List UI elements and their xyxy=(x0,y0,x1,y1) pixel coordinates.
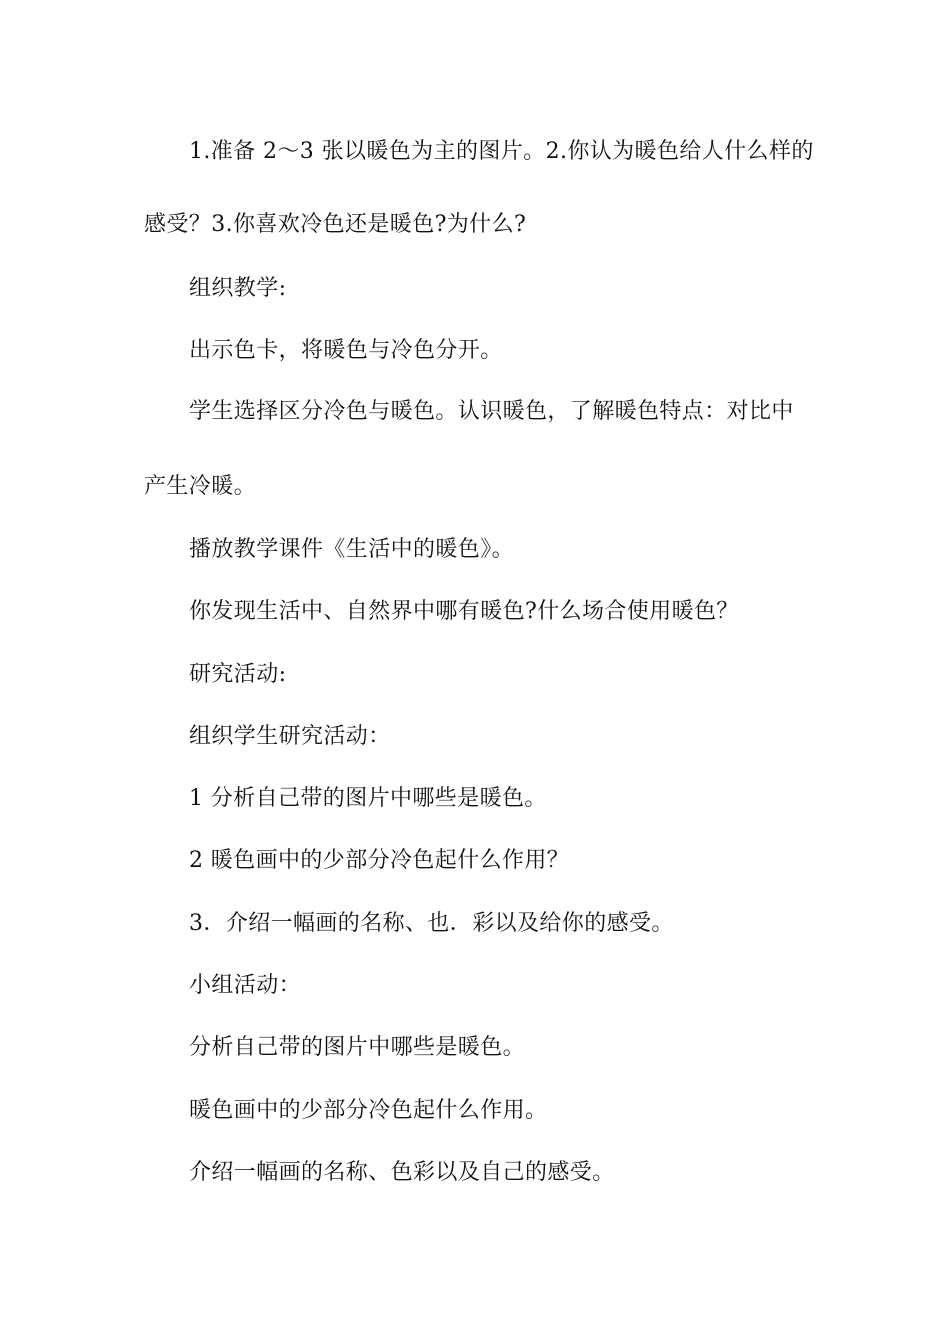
list-item: 2 暖色画中的少部分冷色起什么作用？ xyxy=(189,848,570,873)
paragraph-line: 播放教学课件《生活中的暖色》。 xyxy=(189,537,515,562)
list-item: 1 分析自己带的图片中哪些是暖色。 xyxy=(189,786,547,811)
section-heading: 研究活动: xyxy=(189,662,287,687)
section-heading: 组织教学: xyxy=(189,276,287,301)
paragraph-line: 组织学生研究活动： xyxy=(189,724,391,749)
paragraph-line: 产生冷暖。 xyxy=(144,474,257,499)
paragraph-line: 你发现生活中、自然界中哪有暖色?什么场合使用暖色？ xyxy=(189,599,739,624)
paragraph-line: 出示色卡，将暖色与冷色分开。 xyxy=(189,338,503,363)
paragraph-line: 暖色画中的少部分冷色起什么作用。 xyxy=(189,1098,548,1123)
paragraph-line: 学生选择区分冷色与暖色。认识暖色，了解暖色特点：对比中 xyxy=(189,399,794,424)
paragraph-line: 分析自己带的图片中哪些是暖色。 xyxy=(189,1035,526,1060)
section-heading: 小组活动： xyxy=(189,973,302,998)
list-item: 3．介绍一幅画的名称、也．彩以及给你的感受。 xyxy=(189,911,674,936)
paragraph-line: 感受？3.你喜欢冷色还是暖色?为什么? xyxy=(144,212,527,237)
paragraph-line: 1.准备 2～3 张以暖色为主的图片。2.你认为暖色给人什么样的 xyxy=(189,139,814,164)
paragraph-line: 介绍一幅画的名称、色彩以及自己的感受。 xyxy=(189,1160,615,1185)
